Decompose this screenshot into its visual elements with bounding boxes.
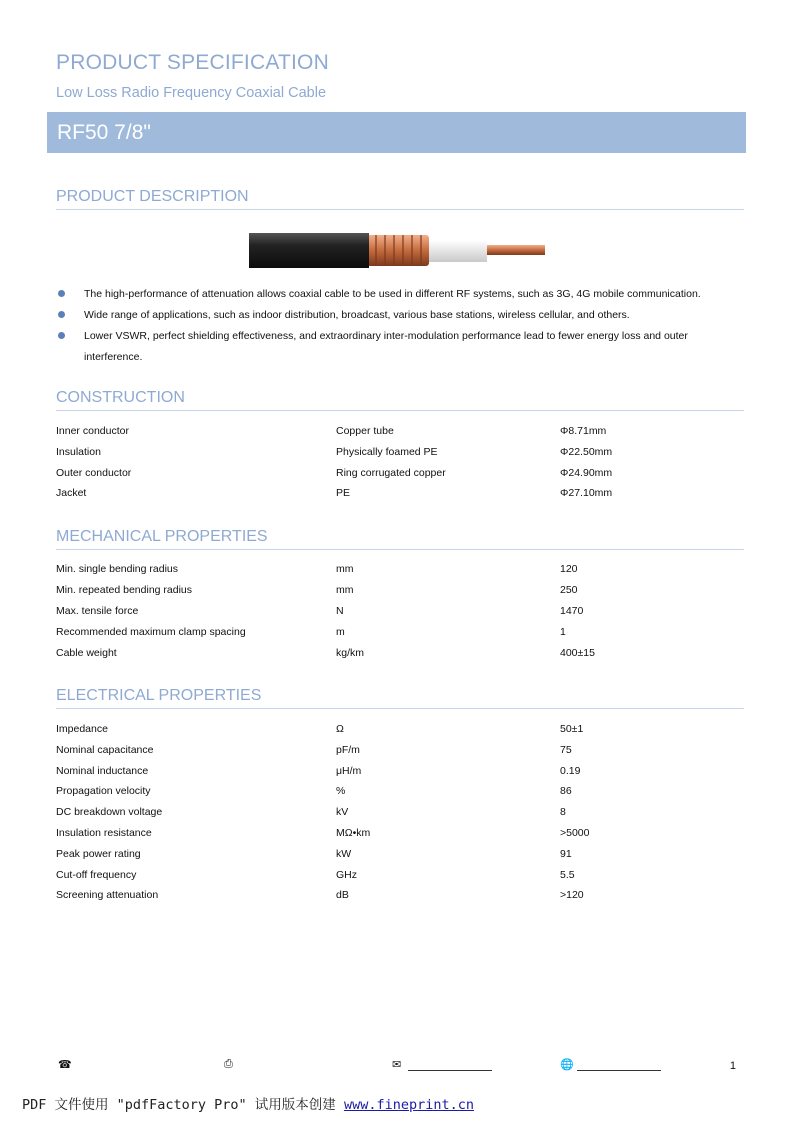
table-row [56, 869, 746, 889]
table-row [56, 848, 746, 868]
section-rule [56, 410, 744, 411]
list-item: Lower VSWR, perfect shielding effectiveness, and extraordinary inter-modulation performance lead to fewer energy loss and outer interference. [56, 326, 746, 368]
coaxial-cable-image [249, 233, 549, 269]
property-name: Outer conductor [56, 466, 132, 479]
table-row [56, 487, 746, 507]
property-unit: μH/m [336, 764, 362, 777]
table-row [56, 889, 746, 909]
mechanical-heading: MECHANICAL PROPERTIES [56, 528, 268, 545]
property-value: 120 [560, 563, 578, 575]
page-number: 1 [729, 1060, 736, 1072]
property-unit: kV [336, 806, 349, 819]
property-unit: MΩ•km [336, 827, 371, 839]
email-blank-line [408, 1070, 492, 1071]
property-name: Nominal capacitance [56, 743, 154, 756]
property-unit: pF/m [336, 743, 360, 756]
property-value: 50±1 [560, 723, 584, 735]
fineprint-link[interactable]: www.fineprint.cn [343, 1097, 474, 1113]
table-row [56, 446, 746, 466]
table-row [56, 584, 746, 604]
section-rule [56, 708, 744, 709]
mail-icon: ✉ [392, 1059, 402, 1071]
property-value: Φ27.10mm [560, 487, 613, 500]
property-value: >5000 [560, 827, 590, 839]
property-name: Nominal inductance [56, 764, 149, 777]
property-unit: mm [336, 563, 354, 575]
table-row [56, 744, 746, 764]
fax-icon: ⎙ [224, 1058, 233, 1070]
property-unit: m [336, 626, 345, 638]
list-item: Wide range of applications, such as indoor distribution, broadcast, various base stations, wireless cellular, and others. [56, 305, 746, 326]
table-row [56, 827, 746, 847]
table-row [56, 467, 746, 487]
construction-heading: CONSTRUCTION [56, 389, 185, 406]
bullet-icon [58, 311, 65, 318]
model-banner [47, 112, 746, 153]
property-name: Insulation [56, 445, 101, 458]
description-list [56, 284, 746, 368]
property-unit: kg/km [336, 647, 365, 659]
property-unit: mm [336, 584, 354, 596]
property-value: 1470 [560, 605, 584, 617]
property-name: Min. single bending radius [56, 563, 178, 575]
property-value: 75 [560, 743, 572, 756]
table-row [56, 806, 746, 826]
table-row [56, 647, 746, 667]
property-value: Φ24.90mm [560, 466, 613, 479]
property-value: Φ8.71mm [560, 425, 607, 437]
property-value: 250 [560, 584, 578, 596]
table-row [56, 563, 746, 583]
description-heading: PRODUCT DESCRIPTION [56, 188, 249, 205]
property-name: Min. repeated bending radius [56, 584, 193, 596]
property-value: 0.19 [560, 764, 581, 777]
table-row [56, 765, 746, 785]
property-unit: kW [336, 847, 352, 860]
property-value: 1 [560, 626, 566, 638]
phone-icon: ☎ [58, 1059, 72, 1071]
bullet-icon [58, 332, 65, 339]
property-unit: N [336, 605, 344, 617]
globe-icon: 🌐 [560, 1059, 574, 1071]
property-unit: Ω [336, 723, 344, 735]
property-name: Inner conductor [56, 425, 129, 437]
property-name: Jacket [56, 487, 87, 500]
page-title: PRODUCT SPECIFICATION [56, 51, 329, 74]
property-unit: Ring corrugated copper [336, 466, 446, 479]
table-row [56, 626, 746, 646]
property-value: Φ22.50mm [560, 445, 613, 458]
pdf-creator-note [22, 1093, 474, 1113]
property-unit: GHz [336, 868, 357, 881]
property-name: Propagation velocity [56, 785, 151, 798]
property-unit: Physically foamed PE [336, 445, 438, 458]
electrical-heading: ELECTRICAL PROPERTIES [56, 687, 262, 704]
table-row [56, 723, 746, 743]
page-footer [56, 1058, 746, 1076]
property-name: Recommended maximum clamp spacing [56, 626, 246, 638]
property-unit: % [336, 785, 346, 798]
table-row [56, 605, 746, 625]
property-value: 86 [560, 785, 572, 798]
property-name: Max. tensile force [56, 605, 139, 617]
page-subtitle: Low Loss Radio Frequency Coaxial Cable [56, 85, 327, 101]
bullet-icon [58, 290, 65, 297]
model-name: RF50 7/8" [57, 121, 151, 144]
property-value: 8 [560, 806, 566, 819]
property-value: 400±15 [560, 647, 595, 659]
website-blank-line [577, 1070, 661, 1071]
property-name: Peak power rating [56, 847, 141, 860]
property-unit: PE [336, 487, 351, 500]
table-row [56, 425, 746, 445]
property-name: Screening attenuation [56, 889, 159, 902]
property-value: 91 [560, 847, 572, 860]
pdf-note-text: PDF 文件使用 "pdfFactory Pro" 试用版本创建 [22, 1097, 344, 1113]
property-unit: dB [336, 889, 349, 902]
property-value: >120 [560, 889, 584, 902]
list-item: The high-performance of attenuation allows coaxial cable to be used in different RF systems, such as 3G, 4G mobile communication. [56, 284, 746, 305]
property-name: DC breakdown voltage [56, 806, 163, 819]
section-rule [56, 209, 744, 210]
property-name: Impedance [56, 723, 108, 735]
property-name: Insulation resistance [56, 827, 152, 839]
property-name: Cut-off frequency [56, 868, 137, 881]
property-name: Cable weight [56, 647, 117, 659]
property-unit: Copper tube [336, 425, 394, 437]
table-row [56, 785, 746, 805]
section-rule [56, 549, 744, 550]
property-value: 5.5 [560, 868, 575, 881]
